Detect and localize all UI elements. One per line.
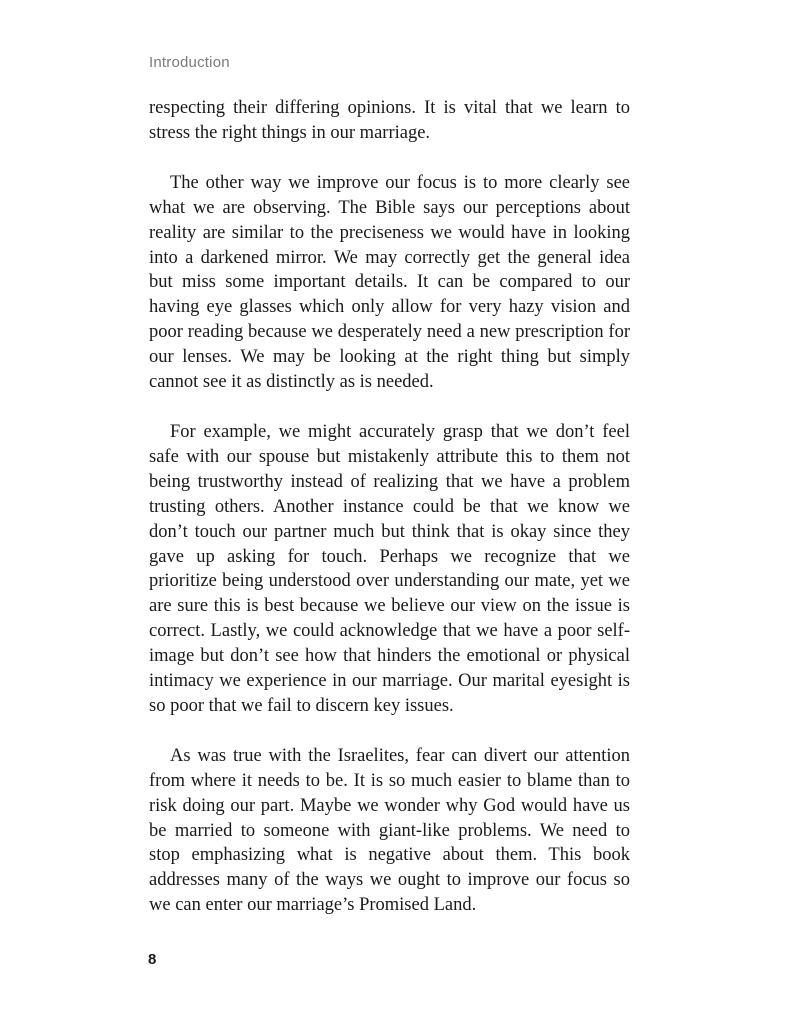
page-number: 8 xyxy=(148,951,157,968)
body-text xyxy=(149,96,630,918)
paragraph-focus: The other way we improve our focus is to more clearly see what we are observing. The Bible says our perceptions about reality are similar to the preciseness we would have in looking into a darkened mirror. We may correctly get the general idea but miss some important details. It can be compared to our having eye glasses which only allow for very hazy vision and poor reading because we desperately need a new prescription for our lenses. We may be looking at the right thing but simply cannot see it as distinctly as is needed. xyxy=(149,172,630,393)
paragraph-continued: respecting their differing opinions. It is vital that we learn to stress the right things in our marriage. xyxy=(149,98,630,143)
paragraph-examples: For example, we might accurately grasp that we don’t feel safe with our spouse but mistakenly attribute this to them not being trustworthy instead of realizing that we have a problem trusting others. Another instance could be that we know we don’t touch our partner much but think that is okay since they gave up asking for touch. Perhaps we recognize that we prioritize being understood over understanding our mate, yet we are sure this is best because we believe our view on the issue is correct. Lastly, we could acknowledge that we have a poor self-image but don’t see how that hinders the emotional or physical intimacy we experience in our marriage. Our marital eyesight is so poor that we fail to discern key issues. xyxy=(149,421,630,716)
paragraph-israelites: As was true with the Israelites, fear can divert our attention from where it needs to be. It is so much easier to blame than to risk doing our part. Maybe we wonder why God would have us be married to someone with giant-like problems. We need to stop emphasizing what is negative about them. This book addresses many of the ways we ought to improve our focus so we can enter our marriage’s Promised Land. xyxy=(149,745,630,916)
running-head: Introduction xyxy=(149,54,230,71)
